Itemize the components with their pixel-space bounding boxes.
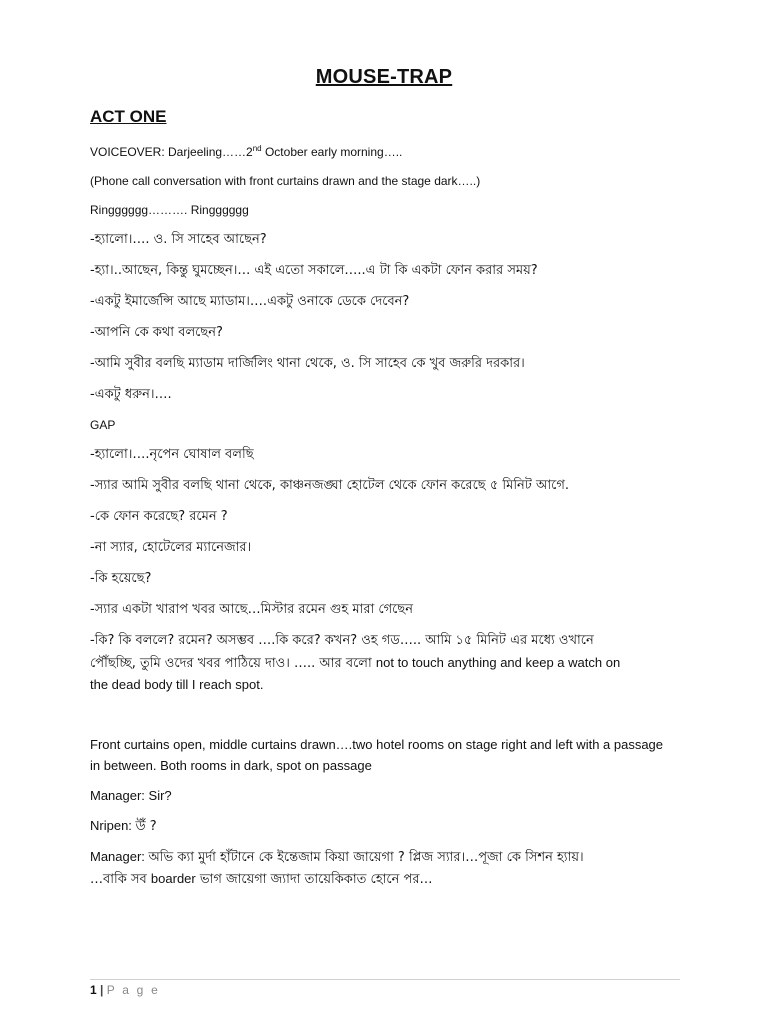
act-heading: ACT ONE <box>90 107 167 126</box>
voiceover-suffix: October early morning….. <box>261 145 403 159</box>
manager-line <box>90 847 690 867</box>
scene-direction: Front curtains open, middle curtains drawn….two hotel rooms on stage right and left with a passage in between. Both rooms in dark, spot on passage <box>90 737 664 773</box>
stage-note: (Phone call conversation with front curtains drawn and the stage dark…..) <box>90 174 481 188</box>
footer-separator: | <box>100 983 104 997</box>
speaker-text: অভি ক্যা মুর্দা হাঁটানে কে ইন্তেজাম কিয়া জায়েগা ? প্লিজ স্যার।…পূজা কে সিশন হ্যায়। <box>148 850 584 865</box>
speaker-text: ভাগ জায়েগা জ্যাদা তায়েকিকাত হোনে পর… <box>195 872 433 887</box>
page-number: 1 <box>90 983 97 997</box>
dialogue-bengali-part: পৌঁছচ্ছি, তুমি ওদের খবর পাঠিয়ে দাও। ….. আর বলো <box>90 656 376 671</box>
nripen-line <box>90 816 690 836</box>
page-footer <box>90 983 160 997</box>
manager-line-continued <box>90 869 690 889</box>
dialogue-english-part: not to touch anything and keep a watch on <box>375 655 621 670</box>
dialogue-line: -কি? কি বললে? রমেন? অসম্ভব ….কি করে? কখন? ওহ গড….. আমি ১৫ মিনিট এর মধ্যে ওখানে <box>90 633 594 648</box>
speaker-text: উঁ ? <box>135 819 157 834</box>
voiceover-superscript: nd <box>252 144 262 153</box>
dialogue-line-continued <box>90 653 690 673</box>
dialogue-line: -একটু ইমার্জেন্সি আছে ম্যাডাম।….একটু ওনাকে ডেকে দেবেন? <box>90 294 410 309</box>
dialogue-line: -একটু ধরুন।…. <box>90 387 172 402</box>
manager-line: Manager: Sir? <box>90 788 172 803</box>
voiceover-line <box>90 143 690 162</box>
dialogue-line: -আমি সুবীর বলছি ম্যাডাম দার্জিলিং থানা থেকে, ও. সি সাহেব কে খুব জরুরি দরকার। <box>90 356 525 371</box>
dialogue-line: -হ্যালো।…. ও. সি সাহেব আছেন? <box>90 232 267 247</box>
ring-line: Ringggggg………. Ringggggg <box>90 203 249 217</box>
speaker-text: …বাকি সব <box>90 872 151 887</box>
dialogue-line: -স্যার একটা খারাপ খবর আছে…মিস্টার রমেন গুহ মারা গেছেন <box>90 602 414 617</box>
footer-divider <box>90 979 680 980</box>
speaker-english-word: boarder <box>150 871 196 886</box>
page-label: P a g e <box>106 983 160 997</box>
dialogue-line: -কি হয়েছে? <box>90 571 152 586</box>
dialogue-line: -হ্যালো।….নৃপেন ঘোষাল বলছি <box>90 447 254 462</box>
gap-marker: GAP <box>90 418 116 432</box>
document-title: MOUSE-TRAP <box>315 66 453 88</box>
dialogue-line: -হ্যা।..আছেন, কিন্তু ঘুমচ্ছেন।… এই এতো সকালে…..এ টা কি একটা ফোন করার সময়? <box>90 263 538 278</box>
voiceover-prefix: VOICEOVER: Darjeeling……2 <box>90 145 253 159</box>
dialogue-line: -আপনি কে কথা বলছেন? <box>90 325 223 340</box>
dialogue-line: -না স্যার, হোটেলের ম্যানেজার। <box>90 540 252 555</box>
speaker-name: Manager: <box>90 849 149 864</box>
dialogue-line-continued: the dead body till I reach spot. <box>90 677 264 692</box>
speaker-name: Nripen: <box>90 818 136 833</box>
dialogue-line: -স্যার আমি সুবীর বলছি থানা থেকে, কাঞ্চনজঙ্ঘা হোটেল থেকে ফোন করেছে ৫ মিনিট আগে. <box>90 478 570 493</box>
dialogue-line: -কে ফোন করেছে? রমেন ? <box>90 509 228 524</box>
